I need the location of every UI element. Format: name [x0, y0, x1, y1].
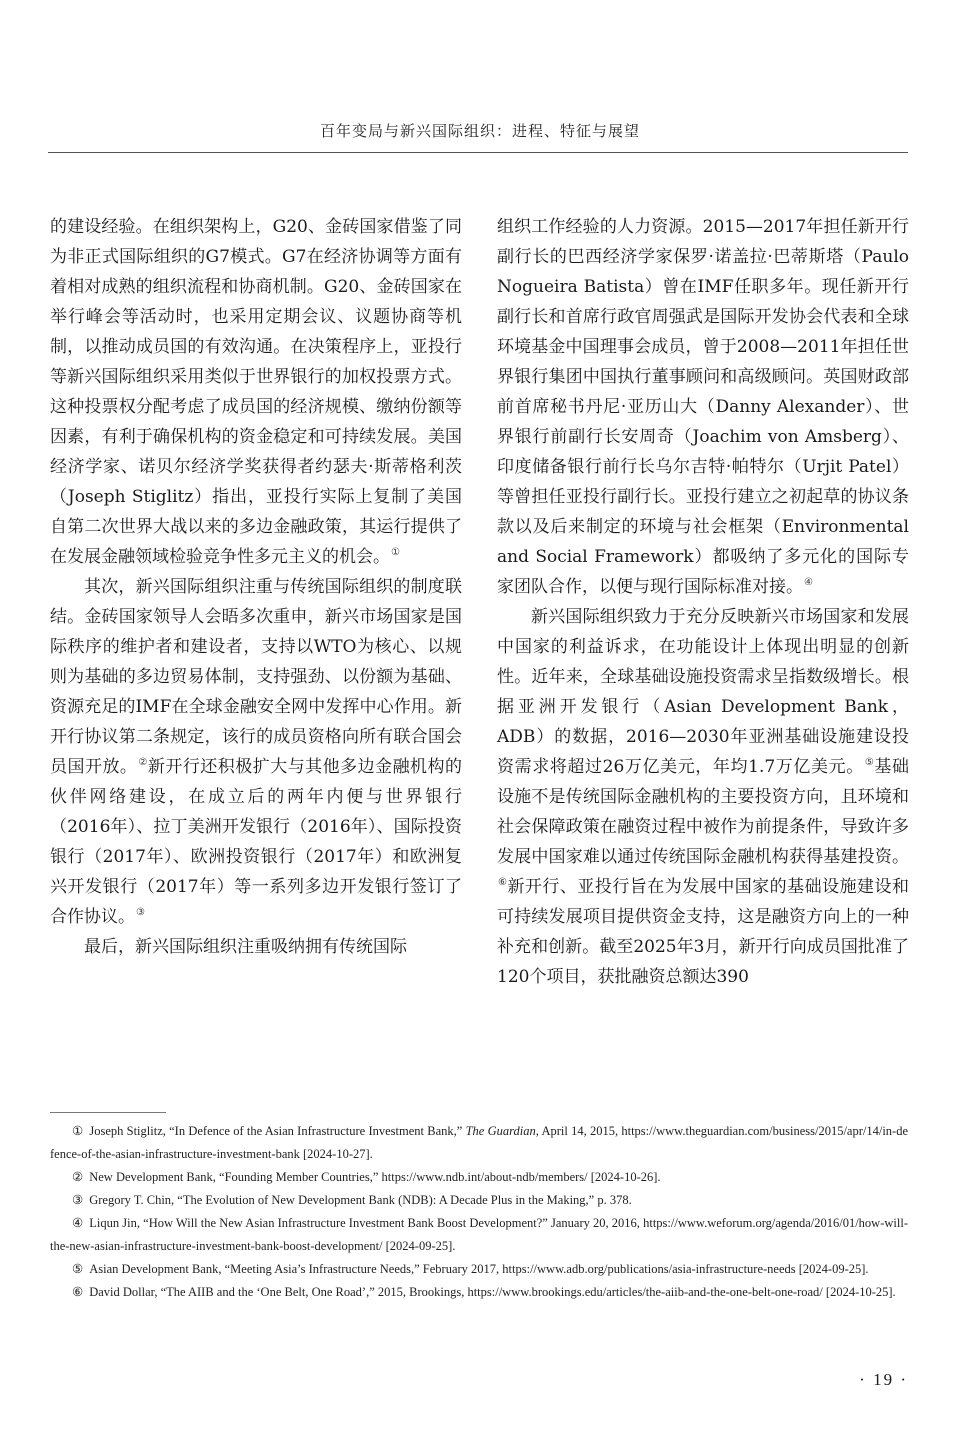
footnotes	[50, 1120, 908, 1304]
footnote-marker[interactable]: ③	[136, 907, 145, 919]
footnote-text: New Development Bank, “Founding Member Countries,” https://www.ndb.int/about-ndb/members/ [2024-10-26].	[89, 1170, 661, 1184]
footnote-publication: The Guardian	[465, 1124, 536, 1138]
paragraph-text: 新开行、亚投行旨在为发展中国家的基础设施建设和可持续发展项目提供资金支持，这是融资方向上的一种补充和创新。截至2025年3月，新开行向成员国批准了120个项目，获批融资总额达390	[497, 877, 910, 987]
footnote-item	[50, 1120, 908, 1166]
paragraph	[497, 212, 909, 602]
footnote-marker[interactable]: ⑥	[498, 877, 508, 889]
paragraph	[50, 212, 462, 572]
paragraph-text: 其次，新兴国际组织注重与传统国际组织的制度联结。金砖国家领导人会晤多次重申，新兴市场国家是国际秩序的维护者和建设者，支持以WTO为核心、以规则为基础的多边贸易体制，支持强劲、以份额为基础、资源充足的IMF在全球金融安全网中发挥中心作用。新开行协议第二条规定，该行的成员资格向所有联合国会员国开放。	[50, 577, 462, 777]
footnote-item	[50, 1281, 908, 1304]
footnote-text: Asian Development Bank, “Meeting Asia’s Infrastructure Needs,” February 2017, https://www.adb.org/publications/asia-infrastructure-needs [2024-09-25].	[89, 1262, 869, 1276]
footnote-text: Joseph Stiglitz, “In Defence of the Asian Infrastructure Investment Bank,”	[89, 1124, 466, 1138]
paragraph-text: 基础设施不是传统国际金融机构的主要投资方向，且环境和社会保障政策在融资过程中被作为前提条件，导致许多发展中国家难以通过传统国际金融机构获得基建投资。	[497, 757, 909, 867]
footnote-marker[interactable]: ④	[804, 577, 813, 589]
footnote-item	[50, 1212, 908, 1258]
footnote-marker[interactable]: ⑤	[864, 757, 875, 769]
footnote-number: ②	[72, 1170, 84, 1184]
paragraph-text: 的建设经验。在组织架构上，G20、金砖国家借鉴了同为非正式国际组织的G7模式。G7在经济协调等方面有着相对成熟的组织流程和协商机制。G20、金砖国家在举行峰会等活动时，也采用定期会议、议题协商等机制，以推动成员国的有效沟通。在决策程序上，亚投行等新兴国际组织采用类似于世界银行的加权投票方式。这种投票权分配考虑了成员国的经济规模、缴纳份额等因素，有利于确保机构的资金稳定和可持续发展。美国经济学家、诺贝尔经济学奖获得者约瑟夫·斯蒂格利茨（Joseph Stiglitz）指出，亚投行实际上复制了美国自第二次世界大战以来的多边金融政策，其运行提供了在发展金融领域检验竞争性多元主义的机会。	[50, 217, 462, 567]
header-rule	[48, 152, 908, 153]
paragraph	[497, 602, 909, 992]
footnote-text: David Dollar, “The AIIB and the ‘One Belt, One Road’,” 2015, Brookings, https://www.brookings.edu/articles/the-aiib-and-the-one-belt-one-road/ [2024-10-25].	[89, 1285, 896, 1299]
footnote-number: ④	[72, 1216, 84, 1230]
footnote-number: ⑥	[72, 1285, 84, 1299]
page-number: · 19 ·	[859, 1370, 908, 1389]
paragraph-text: 新开行还积极扩大与其他多边金融机构的伙伴网络建设，在成立后的两年内便与世界银行（2016年）、拉丁美洲开发银行（2016年）、国际投资银行（2017年）、欧洲投资银行（2017年）和欧洲复兴开发银行（2017年）等一系列多边开发银行签订了合作协议。	[50, 757, 463, 927]
paragraph-text: 最后，新兴国际组织注重吸纳拥有传统国际	[84, 937, 407, 957]
footnote-text-rest: , April 14, 2015, https://www.theguardian.com/business/2015/apr/14/in-defence-of-the-asian-infrastructure-investment-bank [2024-10-27].	[50, 1124, 909, 1161]
paragraph	[50, 932, 462, 962]
footnote-marker[interactable]: ②	[138, 757, 148, 769]
paragraph	[50, 572, 462, 932]
left-column	[50, 212, 462, 962]
paragraph-text: 组织工作经验的人力资源。2015—2017年担任新开行副行长的巴西经济学家保罗·诺盖拉·巴蒂斯塔（Paulo Nogueira Batista）曾在IMF任职多年。现任新开行副行长和首席行政官周强武是国际开发协会代表和全球环境基金中国理事会成员，曾于2008—2011年担任世界银行集团中国执行董事顾问和高级顾问。英国财政部前首席秘书丹尼·亚历山大（Danny Alexander）、世界银行前副行长安周奇（Joachim von Amsberg）、印度储备银行前行长乌尔吉特·帕特尔（Urjit Patel）等曾担任亚投行副行长。亚投行建立之初起草的协议条款以及后来制定的环境与社会框架（Environmental and Social Framework）都吸纳了多元化的国际专家团队合作，以便与现行国际标准对接。	[497, 217, 909, 597]
footnote-item	[50, 1189, 908, 1212]
footnote-item	[50, 1166, 908, 1189]
running-head: 百年变局与新兴国际组织：进程、特征与展望	[319, 122, 640, 140]
paragraph-text: 新兴国际组织致力于充分反映新兴市场国家和发展中国家的利益诉求，在功能设计上体现出明显的创新性。近年来，全球基础设施投资需求呈指数级增长。根据亚洲开发银行（Asian Development Bank，ADB）的数据，2016—2030年亚洲基础设施建设投资需求将超过26万亿美元，年均1.7万亿美元。	[497, 607, 909, 777]
footnote-item	[50, 1258, 908, 1281]
footnote-number: ③	[72, 1193, 84, 1207]
right-column	[497, 212, 909, 992]
footnote-text: Gregory T. Chin, “The Evolution of New Development Bank (NDB): A Decade Plus in the Making,” p. 378.	[89, 1193, 632, 1207]
footnote-number: ①	[72, 1124, 84, 1138]
footnote-marker[interactable]: ①	[391, 547, 400, 559]
footnote-rule	[50, 1112, 166, 1113]
footnote-number: ⑤	[72, 1262, 84, 1276]
footnote-text: Liqun Jin, “How Will the New Asian Infrastructure Investment Bank Boost Development?” January 20, 2016, https://www.weforum.org/agenda/2016/01/how-will-the-new-asian-infrastructure-investment-bank-boost-development/ [2024-09-25].	[50, 1216, 908, 1253]
